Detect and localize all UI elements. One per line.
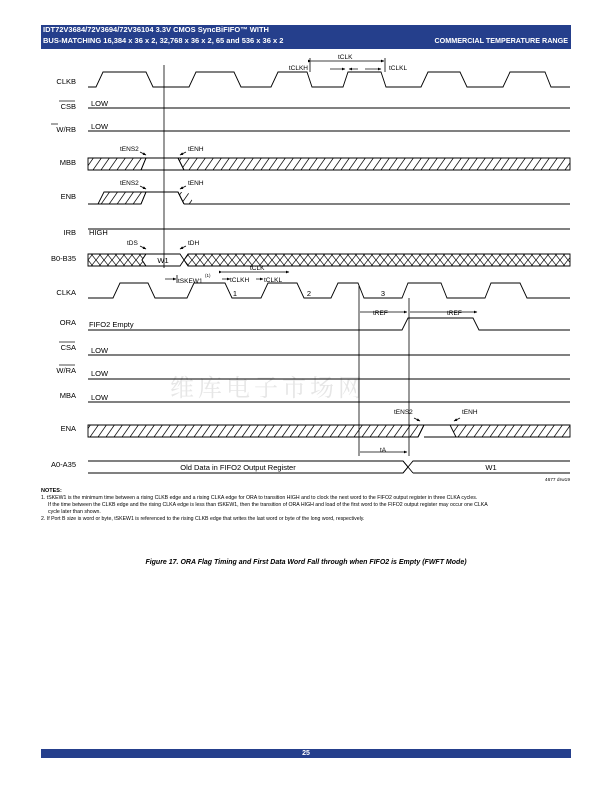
clkb-waveform bbox=[88, 72, 570, 87]
note-1-cont: If the time between the CLKB edge and the rising CLKA edge is less than tSKEW1, then the transition of ORA HIGH and load of the first word to the FIFO2 output register may occur one CLKA bbox=[48, 502, 488, 508]
b-bus-xhatch-right bbox=[184, 254, 570, 266]
enb-pulse bbox=[88, 192, 570, 204]
label-mba: MBA bbox=[59, 391, 76, 400]
enb-tenh-label: tENH bbox=[188, 180, 204, 187]
b-bus-w1-label: W1 bbox=[157, 256, 169, 265]
label-mbb: MBB bbox=[59, 158, 76, 167]
a-bus-w1-label: W1 bbox=[485, 463, 497, 472]
ena-low-pulse bbox=[418, 425, 456, 437]
label-wra: W/RA bbox=[56, 366, 76, 375]
notes-title: NOTES: bbox=[41, 488, 62, 494]
drawing-id: 4677 drw19 bbox=[544, 478, 570, 483]
note-1: 1. tSKEW1 is the minimum time between a rising CLKB edge and a rising CLKA edge for ORA to transition HIGH and to clock the next word to the FIFO2 output register in three CLKA cycles. bbox=[41, 495, 478, 501]
label-clka: CLKA bbox=[56, 288, 76, 297]
enb-tens2-arrow bbox=[140, 186, 146, 189]
note-1-end: cycle later than shown. bbox=[48, 509, 101, 515]
tref-label-1: tREF bbox=[373, 310, 388, 317]
level-csb: LOW bbox=[91, 99, 109, 108]
label-b-bus: B0-B35 bbox=[50, 254, 76, 263]
clka-cycle-2: 2 bbox=[306, 289, 312, 298]
label-irb: IRB bbox=[63, 228, 76, 237]
a-bus-old-label: Old Data in FIFO2 Output Register bbox=[180, 463, 296, 472]
ena-tenh-arrow bbox=[454, 418, 460, 421]
label-a-bus: A0-A35 bbox=[50, 460, 76, 469]
mbb-valid bbox=[141, 158, 184, 170]
clka-cycle-3: 3 bbox=[380, 289, 386, 298]
watermark: 维库电子市场网 bbox=[170, 374, 366, 402]
ena-hatched-right bbox=[450, 425, 570, 437]
mbb-tenh-arrow bbox=[180, 152, 186, 155]
mbb-tens2-label: tENS2 bbox=[120, 146, 139, 153]
enb-hatched-left bbox=[98, 192, 146, 204]
tds-arrow bbox=[140, 246, 146, 249]
ta-label: tA bbox=[380, 447, 387, 454]
level-irb: HIGH bbox=[89, 228, 108, 237]
header-line2: BUS-MATCHING 16,384 x 36 x 2, 32,768 x 36 x 2, 65 and 536 x 36 x 2 bbox=[43, 36, 284, 45]
label-ora: ORA bbox=[59, 318, 76, 327]
clka-cycle-1: 1 bbox=[232, 289, 238, 298]
ena-tens2-label: tENS2 bbox=[394, 409, 413, 416]
tref-label-2: tREF bbox=[447, 310, 462, 317]
tclkl-label: tCLKL bbox=[389, 65, 408, 72]
level-wrb: LOW bbox=[91, 122, 109, 131]
enb-hatch-fill bbox=[178, 192, 194, 204]
header-right: COMMERCIAL TEMPERATURE RANGE bbox=[434, 36, 568, 45]
ena-tenh-label: tENH bbox=[462, 409, 478, 416]
level-mba: LOW bbox=[91, 393, 109, 402]
label-clkb: CLKB bbox=[56, 77, 76, 86]
tskew1-label: tSKEW1 bbox=[178, 278, 203, 285]
label-ena: ENA bbox=[60, 424, 76, 433]
mbb-hatched-left bbox=[88, 158, 146, 170]
ora-waveform bbox=[88, 318, 570, 330]
note-2: 2. If Port B size is word or byte, tSKEW1 is referenced to the rising CLKB edge that writes the last word or byte of the long word, respectively. bbox=[41, 516, 365, 522]
tdh-label: tDH bbox=[188, 240, 200, 247]
label-csa: CSA bbox=[60, 343, 76, 352]
level-ora: FIFO2 Empty bbox=[89, 320, 134, 329]
figure-caption: Figure 17. ORA Flag Timing and First Data Word Fall through when FIFO2 is Empty (FWFT Mode) bbox=[145, 559, 467, 566]
level-wra: LOW bbox=[91, 369, 109, 378]
clka-tclkl-label: tCLKL bbox=[264, 277, 283, 284]
enb-tenh-arrow bbox=[180, 186, 186, 189]
label-enb: ENB bbox=[60, 192, 76, 201]
ena-hatched-left bbox=[88, 425, 424, 437]
tds-label: tDS bbox=[127, 240, 138, 247]
mbb-tenh-label: tENH bbox=[188, 146, 204, 153]
clka-tclkh-label: tCLKH bbox=[230, 277, 250, 284]
mbb-hatched-right bbox=[178, 158, 570, 170]
page-number: 25 bbox=[41, 749, 571, 758]
clka-waveform bbox=[88, 283, 570, 298]
enb-tens2-label: tENS2 bbox=[120, 180, 139, 187]
tclk-label: tCLK bbox=[338, 54, 353, 61]
level-csa: LOW bbox=[91, 346, 109, 355]
clka-tclk-label: tCLK bbox=[250, 265, 265, 272]
ena-tens2-arrow bbox=[414, 418, 420, 421]
tskew1-note: (1) bbox=[205, 273, 211, 278]
tdh-arrow bbox=[180, 246, 186, 249]
notes bbox=[41, 488, 571, 523]
label-wrb: W/RB bbox=[56, 125, 76, 134]
b-bus-xhatch-left bbox=[88, 254, 146, 266]
header-line1: IDT72V3684/72V3694/72V36104 3.3V CMOS SyncBiFIFO™ WITH bbox=[43, 25, 269, 34]
label-csb: CSB bbox=[60, 102, 76, 111]
tclkh-label: tCLKH bbox=[288, 65, 308, 72]
mbb-tens2-arrow bbox=[140, 152, 146, 155]
